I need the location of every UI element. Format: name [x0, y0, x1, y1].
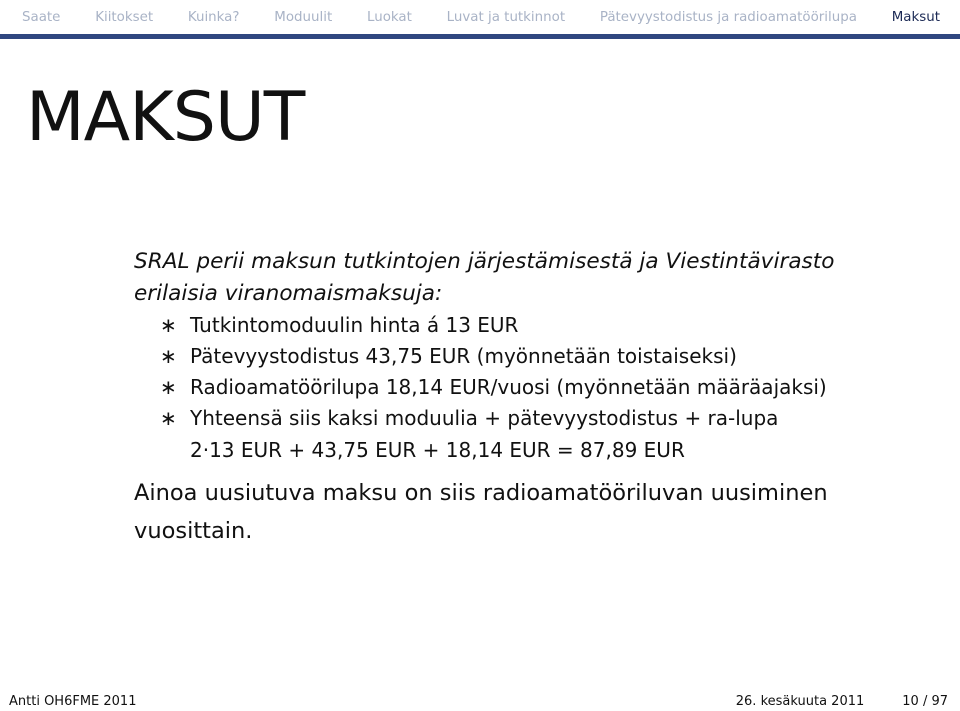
fee-item-text: Radioamatöörilupa 18,14 EUR/vuosi (myönnetään määräajaksi) — [190, 375, 827, 399]
nav-link-patevyystodistus[interactable]: Pätevyystodistus ja radioamatöörilupa — [599, 9, 857, 25]
fee-list — [134, 310, 914, 434]
fee-item-certificate — [160, 341, 914, 372]
slide-title: MAKSUT — [26, 78, 305, 157]
nav-link-kuinka[interactable]: Kuinka? — [187, 9, 240, 25]
total-formula: 2·13 EUR + 43,75 EUR + 18,14 EUR = 87,89 EUR — [190, 438, 685, 462]
footer-author: Antti OH6FME 2011 — [9, 693, 137, 709]
nav-link-maksut[interactable]: Maksut — [891, 9, 940, 25]
asterisk-bullet-icon: ∗ — [160, 313, 177, 337]
nav-link-moduulit[interactable]: Moduulit — [274, 9, 333, 25]
slide-content — [134, 246, 914, 550]
fee-item-text: Pätevyystodistus 43,75 EUR (myönnetään toistaiseksi) — [190, 344, 737, 368]
top-navigation — [0, 0, 960, 34]
asterisk-bullet-icon: ∗ — [160, 344, 177, 368]
footer-page-number: 10 / 97 — [902, 693, 948, 709]
fee-item-license — [160, 372, 914, 403]
nav-link-saate[interactable]: Saate — [22, 9, 61, 25]
fee-item-text: Tutkintomoduulin hinta á 13 EUR — [190, 313, 519, 337]
nav-link-luvat-ja-tutkinnot[interactable]: Luvat ja tutkinnot — [446, 9, 566, 25]
footer-date: 26. kesäkuuta 2011 — [735, 693, 865, 709]
navigation-divider — [0, 34, 960, 39]
nav-link-luokat[interactable]: Luokat — [366, 9, 412, 25]
intro-paragraph: SRAL perii maksun tutkintojen järjestämisestä ja Viestintävirasto erilaisia viranomaismaksuja: — [134, 249, 835, 306]
fee-item-module — [160, 310, 914, 341]
fee-item-total — [160, 403, 914, 434]
footer-right-group — [736, 694, 948, 709]
asterisk-bullet-icon: ∗ — [160, 406, 177, 430]
closing-paragraph: Ainoa uusiutuva maksu on siis radioamatööriluvan uusiminen vuosittain. — [134, 480, 828, 544]
nav-link-kiitokset[interactable]: Kiitokset — [95, 9, 154, 25]
slide-footer — [0, 691, 960, 711]
fee-item-text: Yhteensä siis kaksi moduulia + pätevyystodistus + ra-lupa — [190, 406, 779, 430]
asterisk-bullet-icon: ∗ — [160, 375, 177, 399]
